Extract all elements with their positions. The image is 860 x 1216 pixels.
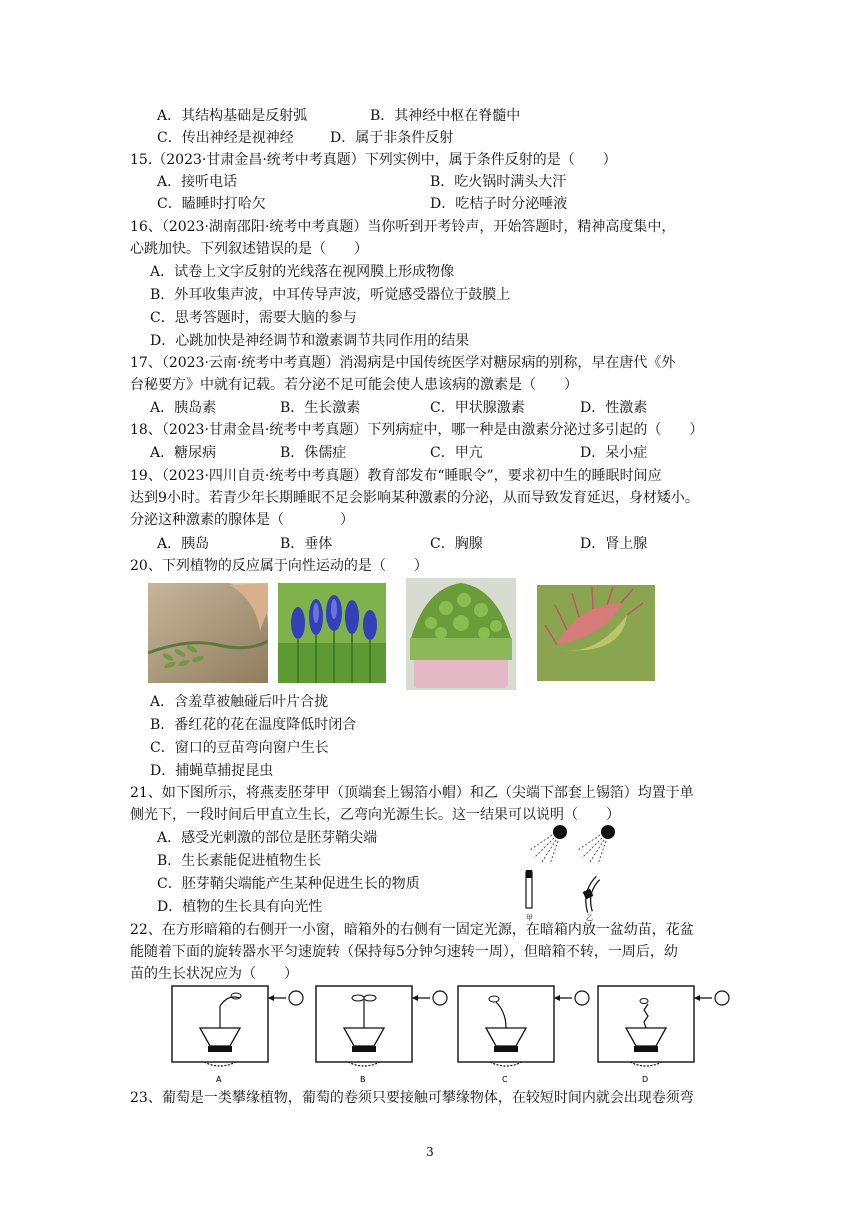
q20-option-b: B．番红花的花在温度降低时闭合 xyxy=(150,717,357,733)
q20-option-a: A．含羞草被触碰后叶片合拢 xyxy=(150,694,329,710)
q16-option-d: D．心跳加快是神经调节和激素调节共同作用的结果 xyxy=(150,333,470,349)
q17-stem-line1: 17、（2023·云南·统考中考真题）消渴病是中国传统医学对糖尿病的别称，早在唐代《外 xyxy=(130,355,676,371)
crocus-photo xyxy=(278,583,386,683)
q20-option-d: D．捕蝇草捕捉昆虫 xyxy=(150,763,274,779)
q17-option-b: B．生长激素 xyxy=(280,400,361,416)
q18-option-a: A．糖尿病 xyxy=(150,445,217,461)
page-number: 3 xyxy=(426,1145,434,1159)
q15-option-c: C．瞌睡时打哈欠 xyxy=(157,196,266,212)
q15-stem: 15.（2023·甘肃金昌·统考中考真题）下列实例中，属于条件反射的是（ ） xyxy=(130,152,617,168)
q16-option-a: A．试卷上文字反射的光线落在视网膜上形成物像 xyxy=(150,264,455,280)
q22-stem-line2: 能随着下面的旋转器水平匀速旋转（保持每5分钟匀速转一周），但暗箱不转，一周后，幼 xyxy=(130,944,678,960)
q20-stem: 20、下列植物的反应属于向性运动的是（ ） xyxy=(130,558,428,574)
q14-option-c: C．传出神经是视神经 xyxy=(157,130,294,146)
q17-option-d: D．性激素 xyxy=(580,400,648,416)
q18-stem: 18、（2023·甘肃金昌·统考中考真题）下列病症中，哪一种是由激素分泌过多引起的（ ） xyxy=(130,422,704,438)
q15-option-d: D．吃桔子时分泌唾液 xyxy=(430,196,568,212)
q21-option-c: C．胚芽鞘尖端能产生某种促进生长的物质 xyxy=(157,876,420,892)
diagram-label-d: D xyxy=(642,1075,649,1084)
q20-option-c: C．窗口的豆苗弯向窗户生长 xyxy=(150,740,329,756)
q22-stem-line3: 苗的生长状况应为（ ） xyxy=(130,966,298,982)
q18-option-c: C．甲亢 xyxy=(430,445,483,461)
label-yi: 乙 xyxy=(586,914,593,922)
q19-stem-line1: 19、（2023·四川自贡·统考中考真题）教育部发布“睡眠令”，要求初中生的睡眠时间应 xyxy=(130,468,662,484)
q15-option-a: A．接听电话 xyxy=(157,174,238,190)
q17-option-c: C．甲状腺激素 xyxy=(430,400,525,416)
q21-option-b: B．生长素能促进植物生长 xyxy=(157,853,322,869)
diagram-label-c: C xyxy=(502,1075,508,1084)
q14-option-b: B．其神经中枢在脊髓中 xyxy=(370,108,521,124)
q15-option-b: B．吃火锅时满头大汗 xyxy=(430,174,567,190)
diagram-label-b: B xyxy=(360,1075,366,1084)
q18-option-b: B．侏儒症 xyxy=(280,445,347,461)
q14-option-a: A．其结构基础是反射弧 xyxy=(157,108,308,124)
q16-stem-line2: 心跳加快。下列叙述错误的是（ ） xyxy=(130,241,368,257)
q19-option-d: D．肾上腺 xyxy=(580,536,648,552)
q16-option-b: B．外耳收集声波，中耳传导声波，听觉感受器位于鼓膜上 xyxy=(150,287,511,303)
q19-stem-line3: 分泌这种激素的腺体是（ ） xyxy=(130,512,354,528)
q18-option-d: D．呆小症 xyxy=(580,445,648,461)
coleoptile-diagram xyxy=(520,822,630,922)
option-c-box xyxy=(458,986,589,1084)
q16-option-c: C．思考答题时，需要大脑的参与 xyxy=(150,310,357,326)
q16-stem-line1: 16、（2023·湖南邵阳·统考中考真题）当你听到开考铃声，开始答题时，精神高度集中， xyxy=(130,219,676,235)
q21-option-a: A．感受光刺激的部位是胚芽鞘尖端 xyxy=(157,830,378,846)
q19-option-b: B．垂体 xyxy=(280,536,333,552)
q21-stem-line1: 21、如下图所示，将燕麦胚芽甲（顶端套上锡箔小帽）和乙（尖端下部套上锡箔）均置于单 xyxy=(130,785,694,801)
q19-stem-line2: 达到9小时。若青少年长期睡眠不足会影响某种激素的分泌，从而导致发育延迟，身材矮小。 xyxy=(130,490,699,506)
q23-stem-line1: 23、葡萄是一类攀缘植物，葡萄的卷须只要接触可攀缘物体，在较短时间内就会出现卷须弯 xyxy=(130,1090,694,1106)
q21-stem-line2: 侧光下，一段时间后甲直立生长，乙弯向光源生长。这一结果可以说明（ ） xyxy=(130,807,620,823)
q19-option-c: C．胸腺 xyxy=(430,536,483,552)
label-jia: 甲 xyxy=(526,914,533,922)
option-d-box xyxy=(598,986,729,1084)
option-a-box xyxy=(172,986,303,1084)
q19-option-a: A．胰岛 xyxy=(157,536,210,552)
q17-stem-line2: 台秘要方》中就有记载。若分泌不足可能会使人患该病的激素是（ ） xyxy=(130,377,578,393)
q21-option-d: D．植物的生长具有向光性 xyxy=(157,899,323,915)
dark-box-diagrams xyxy=(170,984,730,1084)
diagram-label-a: A xyxy=(216,1075,222,1084)
bean-sprouts-photo xyxy=(406,578,516,690)
q22-stem-line1: 22、在方形暗箱的右侧开一小窗，暗箱外的右侧有一固定光源，在暗箱内放一盆幼苗，花盆 xyxy=(130,922,694,938)
mimosa-photo xyxy=(148,583,268,683)
q14-option-d: D．属于非条件反射 xyxy=(330,130,454,146)
q17-option-a: A．胰岛素 xyxy=(150,400,217,416)
option-b-box xyxy=(316,986,447,1084)
venus-flytrap-photo xyxy=(537,585,655,681)
